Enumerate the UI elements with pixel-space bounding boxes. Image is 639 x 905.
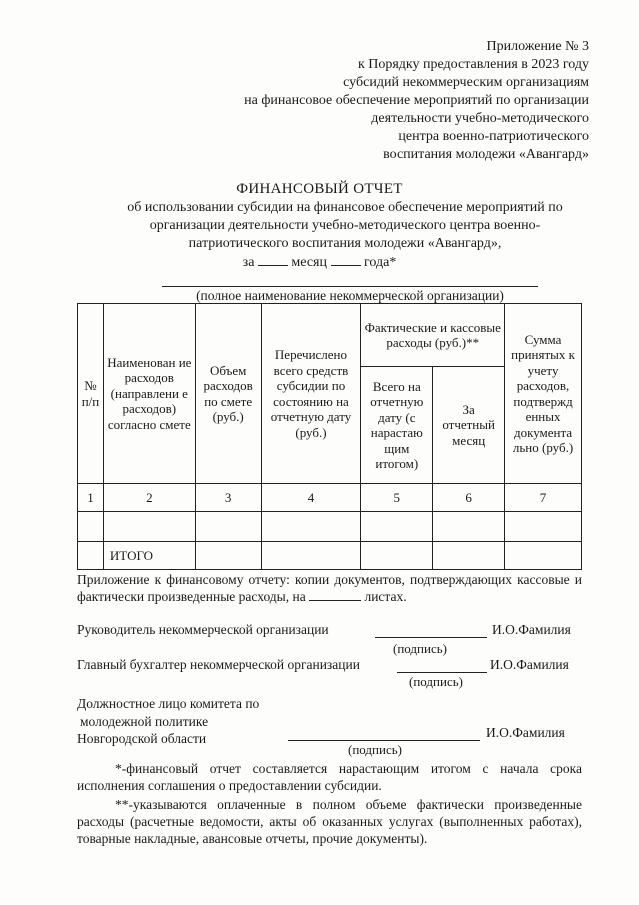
total-label: ИТОГО <box>103 542 195 570</box>
col-number: 1 <box>78 484 104 512</box>
official-signature-caption: (подпись) <box>348 742 402 757</box>
col-number: 4 <box>261 484 361 512</box>
sheets-blank[interactable] <box>309 589 361 601</box>
appendix-line: деятельности учебно-методического <box>371 111 589 126</box>
col-number: 6 <box>433 484 505 512</box>
official-line: Новгородской области <box>77 731 207 746</box>
month-blank <box>258 253 288 266</box>
table-cell[interactable] <box>78 512 104 542</box>
attachment-text: Приложение к финансовому отчету: копии документов, подтверждающих кассовые и фактически произведенные расходы, на <box>77 572 582 604</box>
header-transferred: Перечислено всего средств субсидии по состоянию на отчетную дату (руб.) <box>261 304 361 484</box>
header-estimate: Объем расходов по смете (руб.) <box>195 304 261 484</box>
head-signature-caption: (подпись) <box>393 641 447 656</box>
table-cell[interactable] <box>505 542 582 570</box>
header-actual-expenses: Фактические и кассовые расходы (руб.)** <box>361 304 505 367</box>
period-year: года* <box>364 255 397 270</box>
accountant-name: И.О.Фамилия <box>490 657 569 672</box>
head-label: Руководитель некоммерческой организации <box>77 622 329 637</box>
table-cell[interactable] <box>433 512 505 542</box>
header-expense-name: Наименован ие расходов (направлени е расходов) согласно смете <box>103 304 195 484</box>
attachment-note <box>77 571 582 605</box>
table-cell[interactable] <box>361 542 433 570</box>
official-label <box>77 695 259 748</box>
header-reporting-month: За отчетный месяц <box>433 367 505 484</box>
header-number: № п/п <box>78 304 104 484</box>
official-name: И.О.Фамилия <box>486 725 565 740</box>
header-total-to-date: Всего на отчетную дату (с нарастаю щим итогом) <box>361 367 433 484</box>
accountant-signature-line[interactable] <box>397 657 487 673</box>
period-month: месяц <box>291 255 327 270</box>
appendix-line: воспитания молодежи «Авангард» <box>383 147 589 162</box>
document-subtitle <box>95 199 595 253</box>
org-name-line <box>162 286 538 287</box>
accountant-signature-caption: (подпись) <box>409 674 463 689</box>
subtitle-line: об использовании субсидии на финансовое обеспечение мероприятий по <box>127 200 563 215</box>
table-cell[interactable] <box>78 542 104 570</box>
col-number: 5 <box>361 484 433 512</box>
appendix-header <box>244 38 589 164</box>
footnote-two: **-указываются оплаченные в полном объеме фактически произведенные расходы (расчетные ведомости, акты об оказанных услугах (выполненных работах), товарные накладные, авансовые отчеты, прочие документы). <box>77 797 582 846</box>
table-cell[interactable] <box>505 512 582 542</box>
appendix-line: Приложение № 3 <box>486 39 589 54</box>
appendix-line: субсидий некоммерческим организациям <box>343 75 589 90</box>
head-name: И.О.Фамилия <box>492 622 571 637</box>
official-line: молодежной политике <box>80 713 209 729</box>
subtitle-line: организации деятельности учебно-методического центра военно- <box>149 218 541 233</box>
appendix-line: на финансовое обеспечение мероприятий по организации <box>244 93 589 108</box>
col-number: 3 <box>195 484 261 512</box>
table-cell[interactable] <box>261 542 361 570</box>
org-name-caption: (полное наименование некоммерческой организации) <box>196 288 504 303</box>
document-title: ФИНАНСОВЫЙ ОТЧЕТ <box>236 181 403 197</box>
col-number: 2 <box>103 484 195 512</box>
table-cell[interactable] <box>195 512 261 542</box>
report-period <box>0 253 639 271</box>
table-row <box>78 512 582 542</box>
table-cell[interactable] <box>361 512 433 542</box>
table-cell[interactable] <box>261 512 361 542</box>
head-signature-line[interactable] <box>375 622 487 638</box>
table-cell[interactable] <box>433 542 505 570</box>
period-za: за <box>242 255 255 270</box>
appendix-line: к Порядку предоставления в 2023 году <box>357 57 589 72</box>
official-line: Должностное лицо комитета по <box>77 696 260 711</box>
col-number: 7 <box>505 484 582 512</box>
appendix-line: центра военно-патриотического <box>398 129 589 144</box>
table-cell[interactable] <box>195 542 261 570</box>
total-row <box>78 542 582 570</box>
table-cell[interactable] <box>103 512 195 542</box>
header-accepted-sum: Сумма принятых к учету расходов, подтвержд енных документа льно (руб.) <box>505 304 582 484</box>
year-blank <box>331 253 361 266</box>
accountant-label: Главный бухгалтер некоммерческой организации <box>77 657 360 672</box>
report-table <box>77 303 582 570</box>
official-signature-line[interactable] <box>288 725 480 741</box>
subtitle-line: патриотического воспитания молодежи «Авангард», <box>188 236 502 251</box>
attachment-tail: листах. <box>364 589 407 604</box>
footnote-one: *-финансовый отчет составляется нарастающим итогом с начала срока исполнения соглашения о предоставлении субсидии. <box>77 761 582 793</box>
